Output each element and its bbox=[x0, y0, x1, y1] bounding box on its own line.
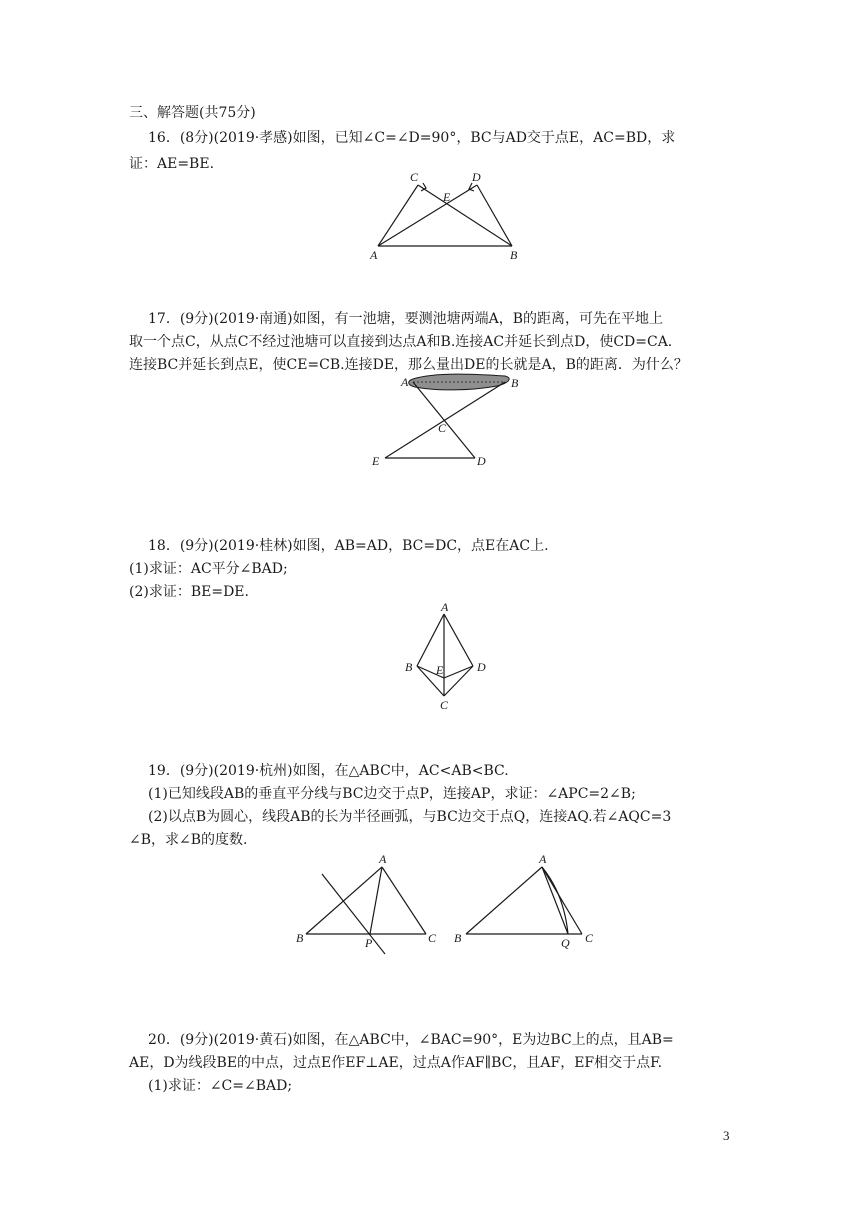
q18-text-line3: (2)求证：BE=DE. bbox=[129, 584, 249, 600]
q19-figure-2 bbox=[450, 850, 610, 955]
section-title: 三、解答题(共75分) bbox=[129, 105, 256, 121]
q18-label-b: B bbox=[405, 660, 413, 674]
q19-text-line3: (2)以点B为圆心，线段AB的长为半径画弧，与BC边交于点Q，连接AQ.若∠AQC=3 bbox=[148, 809, 672, 825]
q19-fig2-label-a: A bbox=[539, 852, 547, 866]
q16-label-a: A bbox=[370, 248, 378, 262]
q16-figure bbox=[360, 168, 530, 268]
page-number: 3 bbox=[723, 1128, 730, 1143]
q17-label-b: B bbox=[511, 376, 519, 390]
q18-label-a: A bbox=[441, 600, 449, 614]
q17-figure bbox=[365, 370, 535, 470]
q20-text-line2: AE，D为线段BE的中点，过点E作EF⊥AE，过点A作AF∥BC，且AF，EF相交于点F. bbox=[129, 1055, 663, 1071]
q16-label-e: E bbox=[443, 190, 451, 204]
q19-fig1-label-c: C bbox=[428, 931, 437, 945]
q19-fig2-label-c: C bbox=[585, 931, 594, 945]
q18-text-line2: (1)求证：AC平分∠BAD; bbox=[129, 561, 288, 577]
q17-label-e: E bbox=[372, 454, 380, 468]
q19-fig2-label-b: B bbox=[454, 931, 462, 945]
q19-text-line4: ∠B，求∠B的度数. bbox=[129, 832, 248, 848]
q18-label-e: E bbox=[436, 663, 444, 677]
q19-text-line1: 19．(9分)(2019·杭州)如图，在△ABC中，AC<AB<BC. bbox=[148, 763, 509, 779]
q19-figure-1 bbox=[290, 850, 450, 955]
q17-label-d: D bbox=[477, 454, 486, 468]
q20-text-line3: (1)求证：∠C=∠BAD; bbox=[148, 1078, 293, 1094]
q17-label-a: A bbox=[401, 375, 409, 389]
q17-text-line2: 取一个点C，从点C不经过池塘可以直接到达点A和B.连接AC并延长到点D，使CD=CA. bbox=[129, 334, 673, 350]
q20-text-line1: 20．(9分)(2019·黄石)如图，在△ABC中，∠BAC=90°，E为边BC上的点，且AB= bbox=[148, 1032, 674, 1048]
q19-fig1-label-p: P bbox=[365, 936, 373, 950]
q16-label-b: B bbox=[510, 248, 518, 262]
q16-label-d: D bbox=[472, 170, 481, 184]
q18-text-line1: 18．(9分)(2019·桂林)如图，AB=AD，BC=DC，点E在AC上. bbox=[148, 538, 549, 554]
q18-figure bbox=[400, 600, 500, 715]
q17-label-c: C bbox=[438, 421, 447, 435]
q17-text-line3: 连接BC并延长到点E，使CE=CB.连接DE，那么量出DE的长就是A，B的距离．为什么？ bbox=[129, 357, 688, 373]
q17-text-line1: 17．(9分)(2019·南通)如图，有一池塘，要测池塘两端A，B的距离，可先在平地上 bbox=[148, 311, 664, 327]
q19-fig2-label-q: Q bbox=[561, 936, 570, 950]
q19-fig1-label-b: B bbox=[296, 931, 304, 945]
q19-text-line2: (1)已知线段AB的垂直平分线与BC边交于点P，连接AP，求证：∠APC=2∠B; bbox=[148, 786, 636, 802]
q19-fig1-label-a: A bbox=[379, 852, 387, 866]
q18-label-d: D bbox=[477, 660, 486, 674]
q16-text-line1: 16．(8分)(2019·孝感)如图，已知∠C=∠D=90°，BC与AD交于点E，AC=BD，求 bbox=[148, 130, 676, 146]
q16-label-c: C bbox=[410, 170, 419, 184]
q16-text-line2: 证：AE=BE. bbox=[129, 156, 215, 172]
q18-label-c: C bbox=[440, 698, 449, 712]
